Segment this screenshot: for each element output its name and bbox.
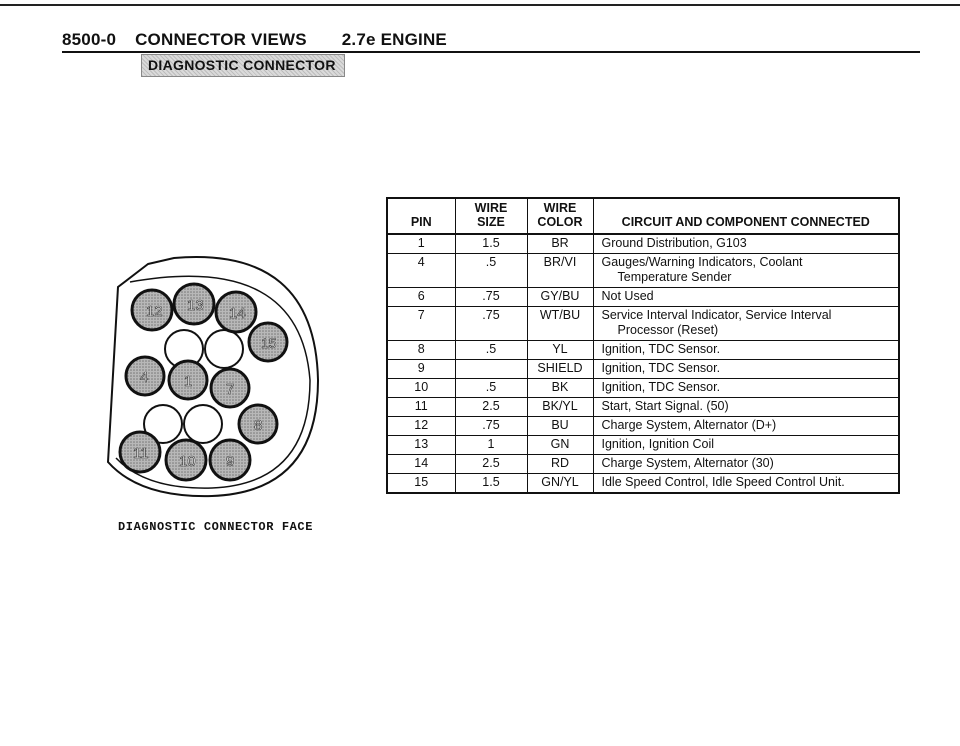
wire-size-cell: 2.5 bbox=[455, 398, 527, 417]
svg-text:7: 7 bbox=[226, 381, 235, 398]
pin-cell: 15 bbox=[387, 474, 455, 494]
wire-color-cell: RD bbox=[527, 455, 593, 474]
pin-cell: 6 bbox=[387, 288, 455, 307]
pin-cell: 4 bbox=[387, 254, 455, 288]
pin-10 bbox=[166, 440, 206, 480]
wire-size-cell bbox=[455, 360, 527, 379]
circuit-cell bbox=[593, 398, 899, 417]
diagnostic-connector-diagram bbox=[100, 252, 330, 512]
circuit-text: Ignition, TDC Sensor. bbox=[601, 342, 721, 356]
pin-cell: 14 bbox=[387, 455, 455, 474]
wire-color-cell: WT/BU bbox=[527, 307, 593, 341]
header-rule bbox=[62, 51, 920, 53]
circuit-cell bbox=[593, 341, 899, 360]
wire-color-cell: BR/VI bbox=[527, 254, 593, 288]
wire-size-cell: .75 bbox=[455, 307, 527, 341]
circuit-cell bbox=[593, 379, 899, 398]
pin-4 bbox=[126, 357, 164, 395]
pin-table bbox=[386, 197, 900, 494]
svg-text:10: 10 bbox=[179, 453, 196, 470]
circuit-text: Ignition, TDC Sensor. bbox=[601, 361, 721, 375]
circuit-text: Idle Speed Control, Idle Speed Control Unit. bbox=[601, 475, 845, 489]
top-rule bbox=[0, 4, 960, 6]
pin-cell: 7 bbox=[387, 307, 455, 341]
table-row bbox=[387, 234, 899, 254]
circuit-cell bbox=[593, 288, 899, 307]
header-wire-color: WIRE COLOR bbox=[527, 198, 593, 234]
circuit-text: Ground Distribution, G103 bbox=[601, 236, 747, 250]
pin-cell: 1 bbox=[387, 234, 455, 254]
wire-size-cell: 1.5 bbox=[455, 234, 527, 254]
wire-color-cell: GN bbox=[527, 436, 593, 455]
table-row bbox=[387, 379, 899, 398]
circuit-cell bbox=[593, 436, 899, 455]
wire-size-cell: 2.5 bbox=[455, 455, 527, 474]
circuit-cell bbox=[593, 417, 899, 436]
table-row bbox=[387, 341, 899, 360]
pin-table-body bbox=[387, 234, 899, 493]
circuit-text-continued: Processor (Reset) bbox=[617, 323, 719, 337]
circuit-text: Charge System, Alternator (30) bbox=[601, 456, 774, 470]
circuit-text: Charge System, Alternator (D+) bbox=[601, 418, 777, 432]
table-row bbox=[387, 417, 899, 436]
circuit-cell bbox=[593, 474, 899, 494]
circuit-cell bbox=[593, 254, 899, 288]
pin-11 bbox=[120, 432, 160, 472]
circuit-text-continued: Temperature Sender bbox=[617, 270, 732, 284]
page-header bbox=[62, 30, 447, 50]
wire-color-cell: BU bbox=[527, 417, 593, 436]
wire-color-cell: GY/BU bbox=[527, 288, 593, 307]
header-circuit: CIRCUIT AND COMPONENT CONNECTED bbox=[593, 198, 899, 234]
wire-size-cell: 1 bbox=[455, 436, 527, 455]
svg-text:12: 12 bbox=[146, 303, 163, 320]
svg-text:13: 13 bbox=[187, 297, 204, 314]
wire-color-cell: BK bbox=[527, 379, 593, 398]
wire-size-cell: .5 bbox=[455, 341, 527, 360]
circuit-cell bbox=[593, 455, 899, 474]
wire-color-cell: BK/YL bbox=[527, 398, 593, 417]
circuit-cell bbox=[593, 234, 899, 254]
pin-table-header bbox=[387, 198, 899, 234]
pin-cell: 8 bbox=[387, 341, 455, 360]
circuit-text: Ignition, Ignition Coil bbox=[601, 437, 715, 451]
table-row bbox=[387, 307, 899, 341]
pin-9 bbox=[210, 440, 250, 480]
pin-8 bbox=[239, 405, 277, 443]
pin-cell: 12 bbox=[387, 417, 455, 436]
pin-14 bbox=[216, 292, 256, 332]
svg-text:9: 9 bbox=[226, 453, 235, 470]
svg-text:1: 1 bbox=[184, 373, 193, 390]
wire-color-cell: GN/YL bbox=[527, 474, 593, 494]
section-number: 8500-0 bbox=[62, 30, 117, 49]
wire-size-cell: .5 bbox=[455, 379, 527, 398]
header-wire-size: WIRE SIZE bbox=[455, 198, 527, 234]
wire-size-cell: .75 bbox=[455, 288, 527, 307]
circuit-text: Not Used bbox=[601, 289, 654, 303]
wire-color-cell: BR bbox=[527, 234, 593, 254]
table-row bbox=[387, 360, 899, 379]
section-tab: DIAGNOSTIC CONNECTOR bbox=[141, 54, 345, 77]
wire-color-cell: YL bbox=[527, 341, 593, 360]
wire-size-cell: .75 bbox=[455, 417, 527, 436]
pin-1 bbox=[169, 361, 207, 399]
connector-caption: DIAGNOSTIC CONNECTOR FACE bbox=[118, 520, 314, 534]
pin-12 bbox=[132, 290, 172, 330]
table-row bbox=[387, 455, 899, 474]
pin-15 bbox=[249, 323, 287, 361]
pin-13 bbox=[174, 284, 214, 324]
table-row bbox=[387, 436, 899, 455]
pin-cell: 10 bbox=[387, 379, 455, 398]
pin-cell: 9 bbox=[387, 360, 455, 379]
svg-text:8: 8 bbox=[254, 417, 263, 434]
wire-size-cell: 1.5 bbox=[455, 474, 527, 494]
svg-text:15: 15 bbox=[261, 335, 277, 351]
circuit-text: Service Interval Indicator, Service Interval bbox=[601, 308, 832, 322]
pin-cell: 13 bbox=[387, 436, 455, 455]
wire-color-cell: SHIELD bbox=[527, 360, 593, 379]
pin-socket-empty bbox=[184, 405, 222, 443]
circuit-text: Ignition, TDC Sensor. bbox=[601, 380, 721, 394]
svg-text:14: 14 bbox=[229, 305, 246, 322]
circuit-text: Start, Start Signal. (50) bbox=[601, 399, 729, 413]
circuit-cell bbox=[593, 360, 899, 379]
pin-7 bbox=[211, 369, 249, 407]
pin-cell: 11 bbox=[387, 398, 455, 417]
table-row bbox=[387, 254, 899, 288]
engine-label: 2.7e ENGINE bbox=[341, 30, 447, 49]
table-row bbox=[387, 288, 899, 307]
svg-text:11: 11 bbox=[133, 445, 149, 462]
page-title: CONNECTOR VIEWS bbox=[135, 30, 307, 49]
pin-socket-empty bbox=[205, 330, 243, 368]
circuit-text: Gauges/Warning Indicators, Coolant bbox=[601, 255, 803, 269]
svg-text:4: 4 bbox=[140, 369, 149, 386]
table-row bbox=[387, 474, 899, 494]
wire-size-cell: .5 bbox=[455, 254, 527, 288]
header-pin: PIN bbox=[387, 198, 455, 234]
circuit-cell bbox=[593, 307, 899, 341]
table-row bbox=[387, 398, 899, 417]
